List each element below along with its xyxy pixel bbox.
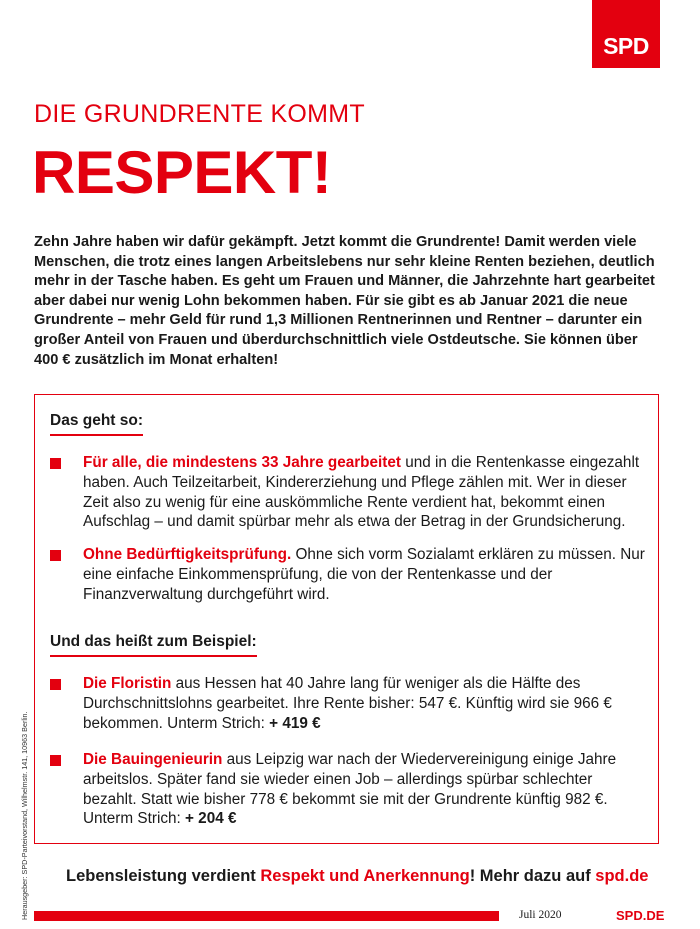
headline: RESPEKT! (32, 139, 332, 206)
item-lead: Die Floristin (83, 675, 172, 692)
item-text: Ohne sich vorm Sozialamt erklären zu müssen. Nur eine einfache Einkommensprüfung, die von der Rentenkasse und der Finanzverwaltung durchgeführt wird. (83, 546, 645, 603)
examples-title: Und das heißt zum Beispiel: (50, 633, 257, 657)
tagline-text: ! Mehr dazu auf (469, 867, 596, 885)
square-bullet-icon (50, 550, 61, 561)
item-text: und in die Rentenkasse eingezahlt haben. Auch Teilzeitarbeit, Kindererziehung und Pflege zählen mit. Wer in dieser Zeit also zu wenig für eine auskömmliche Rente verdient hat, bekommt einen Aufschlag – und damit spürbar mehr als etwa der Betrag in der Grundsicherung. (83, 454, 640, 531)
list-item (50, 674, 645, 733)
kicker-title: DIE GRUNDRENTE KOMMT (34, 100, 365, 128)
info-box (34, 394, 659, 844)
list-item (50, 545, 645, 604)
item-text: aus Leipzig war nach der Wiedervereinigung einige Jahre arbeitslos. Später fand sie wieder einen Job – allerdings spürbar schlechter bezahlt. Statt wie bisher 778 € bekommt sie mit der Grundrente künftig 982 €. Unterm Strich: (83, 751, 617, 828)
date-label: Juli 2020 (519, 909, 562, 921)
square-bullet-icon (50, 755, 61, 766)
spd-link[interactable]: spd.de (595, 867, 649, 885)
tagline-highlight: Respekt und Anerkennung (260, 867, 470, 885)
item-result: + 204 € (185, 810, 237, 828)
item-result: + 419 € (269, 714, 321, 732)
how-title: Das geht so: (50, 412, 143, 436)
bottom-bar (34, 911, 499, 921)
square-bullet-icon (50, 679, 61, 690)
tagline-text: Lebensleistung verdient (66, 867, 261, 885)
imprint-text: Herausgeber: SPD-Parteivorstand, Wilhelmstr. 141, 10963 Berlin. (20, 711, 29, 920)
item-lead: Ohne Bedürftigkeitsprüfung. (83, 546, 292, 563)
spd-logo: SPD (592, 0, 660, 68)
list-item (50, 453, 645, 532)
site-logo: SPD.DE (616, 908, 665, 923)
intro-paragraph: Zehn Jahre haben wir dafür gekämpft. Jetzt kommt die Grundrente! Damit werden viele Menschen, die trotz eines langen Arbeitslebens nur sehr kleine Renten beziehen, deutlich mehr in der Tasche haben. Es geht um Frauen und Männer, die Jahrzehnte hart gearbeitet aber dabei nur wenig Lohn bekommen haben. Für sie gibt es ab Januar 2021 die neue Grundrente – mehr Geld für rund 1,3 Millionen Rentnerinnen und Rentner – darunter ein großer Anteil von Frauen und überdurchschnittlich viele Ostdeutsche. Sie können über 400 € zusätzlich im Monat erhalten! (34, 234, 655, 368)
item-lead: Für alle, die mindestens 33 Jahre gearbeitet (83, 454, 401, 471)
list-item (50, 750, 645, 829)
item-lead: Die Bauingenieurin (83, 751, 223, 768)
footer-tagline (66, 867, 648, 886)
square-bullet-icon (50, 458, 61, 469)
item-text: aus Hessen hat 40 Jahre lang für weniger als die Hälfte des Durchschnittslohns gearbeitet. Ihre Rente bisher: 547 €. Künftig wird sie 966 € bekommen. Unterm Strich: (83, 675, 612, 732)
